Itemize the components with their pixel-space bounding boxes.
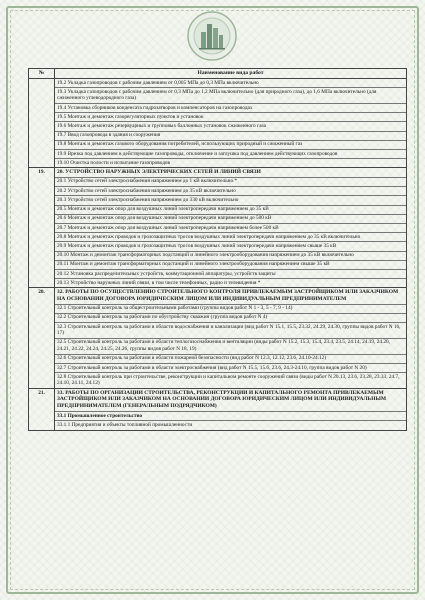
column-header-number: №	[29, 69, 55, 79]
section-heading: 32. РАБОТЫ ПО ОСУЩЕСТВЛЕНИЮ СТРОИТЕЛЬНОГО КОНТРОЛЯ ПРИВЛЕКАЕМЫМ ЗАСТРОЙЩИКОМ ИЛИ ЗАКАЗЧИКОМ НА ОСНОВАНИИ ДОГОВОРА ЮРИДИЧЕСКИМ ЛИЦОМ ИЛИ ИНДИВИДУАЛЬНЫМ ПРЕДПРИНИМАТЕЛЕМ	[55, 288, 406, 304]
section-heading: 20. УСТРОЙСТВО НАРУЖНЫХ ЭЛЕКТРИЧЕСКИХ СЕТЕЙ И ЛИНИЙ СВЯЗИ	[55, 168, 406, 177]
row-work-list	[55, 388, 407, 430]
work-item: 19.6 Монтаж и демонтаж резервуарных и групповых баллонных установок сжиженного газа	[55, 122, 406, 131]
work-item: 20.6 Монтаж и демонтаж опор для воздушных линий электропередачи напряжением до 500 кВ	[55, 215, 406, 224]
work-item: 19.4 Установка сборников конденсата гидрозатворов и компенсаторов на газопроводах	[55, 104, 406, 113]
work-item: 20.8 Монтаж и демонтаж проводов и грозозащитных тросов воздушных линий электропередачи напряжением до 35 кВ включительно	[55, 233, 406, 242]
table-header-row	[29, 69, 407, 79]
work-item: 32.5 Строительный контроль за работами в области теплогазоснабжения и вентиляции (виды работ N 15.2, 15.3, 15.4, 23.4, 23.5, 24.14, 24.19, 24.20, 24.21, 24.22, 24.24, 24.25, 24.26, группы видов работ N 18, 19)	[55, 339, 406, 355]
work-item: 19.3 Укладка газопроводов с рабочим давлением от 0,3 МПа до 1,2 МПа включительно (для природного газа), до 1,6 МПа включительно (для сжиженного углеводородного газа)	[55, 88, 406, 104]
work-item: 20.2 Устройство сетей электроснабжения напряжением до 35 кВ включительно	[55, 187, 406, 196]
work-item: 32.1 Строительный контроль за общестроительными работами (группы видов работ N 1 - 3, 5 - 7, 9 - 14)	[55, 305, 406, 314]
table-row	[29, 388, 407, 430]
work-item: 19.7 Ввод газопровода в здания и сооружения	[55, 132, 406, 141]
row-number: 20.	[29, 288, 55, 389]
work-item: 32.7 Строительный контроль за работами в области электроснабжения (вид работ N 15.5, 15.6, 23.6, 24.3-24.10, группа видов работ N 20)	[55, 364, 406, 373]
section-heading: 33. РАБОТЫ ПО ОРГАНИЗАЦИИ СТРОИТЕЛЬСТВА, РЕКОНСТРУКЦИИ И КАПИТАЛЬНОГО РЕМОНТА ПРИВЛЕКАЕМЫМ ЗАСТРОЙЩИКОМ ИЛИ ЗАКАЗЧИКОМ НА ОСНОВАНИИ ДОГОВОРА ЮРИДИЧЕСКИМ ЛИЦОМ ИЛИ ИНДИВИДУАЛЬНЫМ ПРЕДПРИНИМАТЕЛЕМ (ГЕНЕРАЛЬНЫМ ПОДРЯДЧИКОМ)	[55, 389, 406, 412]
work-item: 32.3 Строительный контроль за работами в области водоснабжения и канализации (вид работ N 15.1, 15.5, 23.32, 24.29, 24.30, группы видов работ N 16, 17)	[55, 323, 406, 339]
row-work-list	[55, 288, 407, 389]
work-item: 33.1.1 Предприятия и объекты топливной промышленности	[57, 421, 193, 428]
subsection-heading: 33.1 Промышленное строительство	[55, 412, 406, 421]
row-number: 19.	[29, 168, 55, 288]
row-work-list	[55, 168, 407, 288]
table-row	[29, 78, 407, 167]
work-item: 19.9 Врезка под давлением в действующие газопроводы, отключение и заглушка под давлением действующих газопроводов	[55, 150, 406, 159]
row-number: 21.	[29, 388, 55, 430]
work-item: 19.5 Монтаж и демонтаж газорегуляторных пунктов и установок	[55, 113, 406, 122]
work-item: 32.6 Строительный контроль за работами в области пожарной безопасности (вид работ N 12.3, 12.12, 23.6, 24.10-24.12)	[55, 355, 406, 364]
building-emblem-icon	[186, 10, 238, 62]
work-item: 20.1 Устройство сетей электроснабжения напряжением до 1 кВ включительно.*	[55, 178, 406, 187]
row-work-list	[55, 78, 407, 167]
work-item: 20.5 Монтаж и демонтаж опор для воздушных линий электропередачи напряжением до 35 кВ	[55, 206, 406, 215]
work-item: 20.12 Установка распределительных устройств, коммутационной аппаратуры, устройств защиты	[55, 270, 406, 279]
work-item: 19.2 Укладка газопроводов с рабочим давлением от 0,005 МПа до 0,3 МПа включительно	[55, 79, 406, 88]
table-row	[29, 168, 407, 288]
work-item: 20.3 Устройство сетей электроснабжения напряжением до 330 кВ включительно	[55, 196, 406, 205]
work-item: 19.8 Монтаж и демонтаж газового оборудования потребителей, использующих природный и сжиженный газ	[55, 141, 406, 150]
work-item: 20.13 Устройство наружных линий связи, в том числе телефонных, радио и телевидения *	[57, 279, 261, 286]
work-item: 32.2 Строительный контроль за работами по обустройству скважин (группа видов работ N 4)	[55, 314, 406, 323]
works-table-body	[29, 78, 407, 430]
work-item: 20.10 Монтаж и демонтаж трансформаторных подстанций и линейного электрооборудования напряжением до 35 кВ включительно	[55, 252, 406, 261]
work-item: 20.11 Монтаж и демонтаж трансформаторных подстанций и линейного электрооборудования напряжением свыше 35 кВ	[55, 261, 406, 270]
work-item: 20.9 Монтаж и демонтаж проводов и грозозащитных тросов воздушных линий электропередачи напряжением свыше 35 кВ	[55, 242, 406, 251]
work-item: 20.7 Монтаж и демонтаж опор для воздушных линий электропередачи напряжением более 500 кВ	[55, 224, 406, 233]
column-header-work-name: Наименование вида работ	[55, 69, 407, 79]
works-table	[28, 68, 407, 431]
table-row	[29, 288, 407, 389]
work-item: 32.8 Строительный контроль при строительстве, реконструкции и капитальном ремонте сооружений связи (виды работ N 20.13, 23.6, 23.28, 23.33, 24.7, 24.10, 24.11, 24.12)	[57, 373, 400, 387]
row-number	[29, 78, 55, 167]
work-item: 19.10 Очистка полости и испытание газопроводов	[57, 159, 171, 166]
